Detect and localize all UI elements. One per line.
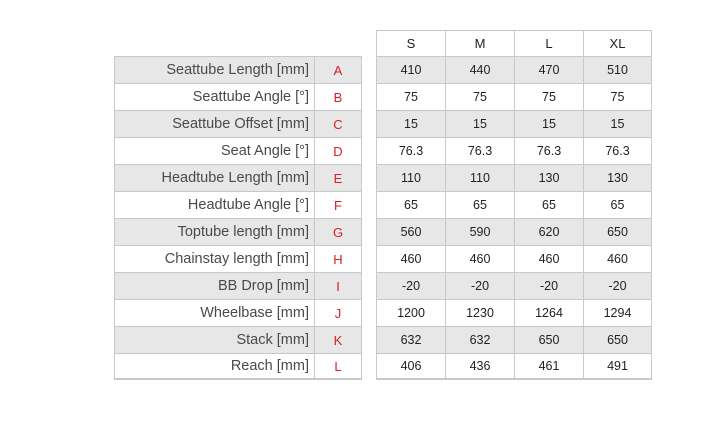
measurement-label: Seattube Angle [°]	[114, 83, 314, 110]
measurement-label: Headtube Angle [°]	[114, 191, 314, 218]
size-value-l: 620	[514, 218, 583, 245]
size-value-l: 130	[514, 164, 583, 191]
measurement-code: H	[314, 245, 362, 272]
measurement-label: Reach [mm]	[114, 353, 314, 380]
table-row	[114, 218, 652, 245]
size-value-xl: 491	[583, 353, 652, 380]
size-value-xl: -20	[583, 272, 652, 299]
geometry-table-body	[114, 56, 652, 380]
size-value-xl: 15	[583, 110, 652, 137]
column-gap	[362, 164, 376, 191]
measurement-code: F	[314, 191, 362, 218]
table-row	[114, 353, 652, 380]
size-value-xl: 1294	[583, 299, 652, 326]
size-value-m: 110	[445, 164, 514, 191]
size-value-xl: 650	[583, 326, 652, 353]
measurement-label: Seat Angle [°]	[114, 137, 314, 164]
size-value-s: 65	[376, 191, 445, 218]
column-gap	[362, 83, 376, 110]
table-row	[114, 110, 652, 137]
measurement-label: Wheelbase [mm]	[114, 299, 314, 326]
measurement-label: Stack [mm]	[114, 326, 314, 353]
size-value-l: 76.3	[514, 137, 583, 164]
size-header-row	[114, 30, 652, 56]
size-value-xl: 65	[583, 191, 652, 218]
column-gap	[362, 272, 376, 299]
column-gap	[362, 353, 376, 380]
size-value-xl: 650	[583, 218, 652, 245]
size-value-xl: 510	[583, 56, 652, 83]
measurement-label: Headtube Length [mm]	[114, 164, 314, 191]
column-gap	[362, 218, 376, 245]
size-value-xl: 460	[583, 245, 652, 272]
size-value-l: -20	[514, 272, 583, 299]
column-gap	[362, 326, 376, 353]
column-gap	[362, 191, 376, 218]
size-value-s: 110	[376, 164, 445, 191]
size-header-s: S	[376, 30, 445, 56]
measurement-code: I	[314, 272, 362, 299]
column-gap	[362, 30, 376, 56]
size-value-l: 460	[514, 245, 583, 272]
size-value-m: 590	[445, 218, 514, 245]
size-value-m: 440	[445, 56, 514, 83]
size-value-s: 76.3	[376, 137, 445, 164]
size-header-xl: XL	[583, 30, 652, 56]
size-value-m: 632	[445, 326, 514, 353]
measurement-code: G	[314, 218, 362, 245]
size-value-l: 461	[514, 353, 583, 380]
size-value-l: 1264	[514, 299, 583, 326]
measurement-label: Chainstay length [mm]	[114, 245, 314, 272]
size-value-s: 1200	[376, 299, 445, 326]
size-value-m: 65	[445, 191, 514, 218]
measurement-code: D	[314, 137, 362, 164]
table-row	[114, 164, 652, 191]
measurement-label: BB Drop [mm]	[114, 272, 314, 299]
measurement-code: L	[314, 353, 362, 380]
size-value-l: 75	[514, 83, 583, 110]
measurement-label: Toptube length [mm]	[114, 218, 314, 245]
size-value-m: 15	[445, 110, 514, 137]
measurement-code: C	[314, 110, 362, 137]
column-gap	[362, 110, 376, 137]
column-gap	[362, 137, 376, 164]
table-row	[114, 299, 652, 326]
size-value-l: 65	[514, 191, 583, 218]
size-value-s: 560	[376, 218, 445, 245]
size-value-m: -20	[445, 272, 514, 299]
size-value-s: 406	[376, 353, 445, 380]
size-value-s: 75	[376, 83, 445, 110]
size-value-s: 15	[376, 110, 445, 137]
measurement-code: J	[314, 299, 362, 326]
size-value-xl: 75	[583, 83, 652, 110]
header-spacer	[114, 30, 314, 56]
measurement-code: A	[314, 56, 362, 83]
header-spacer	[314, 30, 362, 56]
size-header-l: L	[514, 30, 583, 56]
column-gap	[362, 299, 376, 326]
size-value-xl: 130	[583, 164, 652, 191]
size-value-s: 632	[376, 326, 445, 353]
size-value-m: 460	[445, 245, 514, 272]
table-row	[114, 83, 652, 110]
size-value-m: 76.3	[445, 137, 514, 164]
column-gap	[362, 56, 376, 83]
measurement-code: K	[314, 326, 362, 353]
table-row	[114, 56, 652, 83]
size-value-m: 436	[445, 353, 514, 380]
table-row	[114, 245, 652, 272]
size-value-xl: 76.3	[583, 137, 652, 164]
measurement-code: B	[314, 83, 362, 110]
size-value-l: 470	[514, 56, 583, 83]
size-value-m: 1230	[445, 299, 514, 326]
measurement-label: Seattube Offset [mm]	[114, 110, 314, 137]
measurement-code: E	[314, 164, 362, 191]
size-value-s: 410	[376, 56, 445, 83]
geometry-table	[114, 30, 652, 380]
size-value-s: 460	[376, 245, 445, 272]
column-gap	[362, 245, 376, 272]
table-row	[114, 326, 652, 353]
size-value-s: -20	[376, 272, 445, 299]
size-value-m: 75	[445, 83, 514, 110]
table-row	[114, 191, 652, 218]
size-header-m: M	[445, 30, 514, 56]
size-value-l: 15	[514, 110, 583, 137]
measurement-label: Seattube Length [mm]	[114, 56, 314, 83]
table-row	[114, 137, 652, 164]
size-value-l: 650	[514, 326, 583, 353]
table-row	[114, 272, 652, 299]
